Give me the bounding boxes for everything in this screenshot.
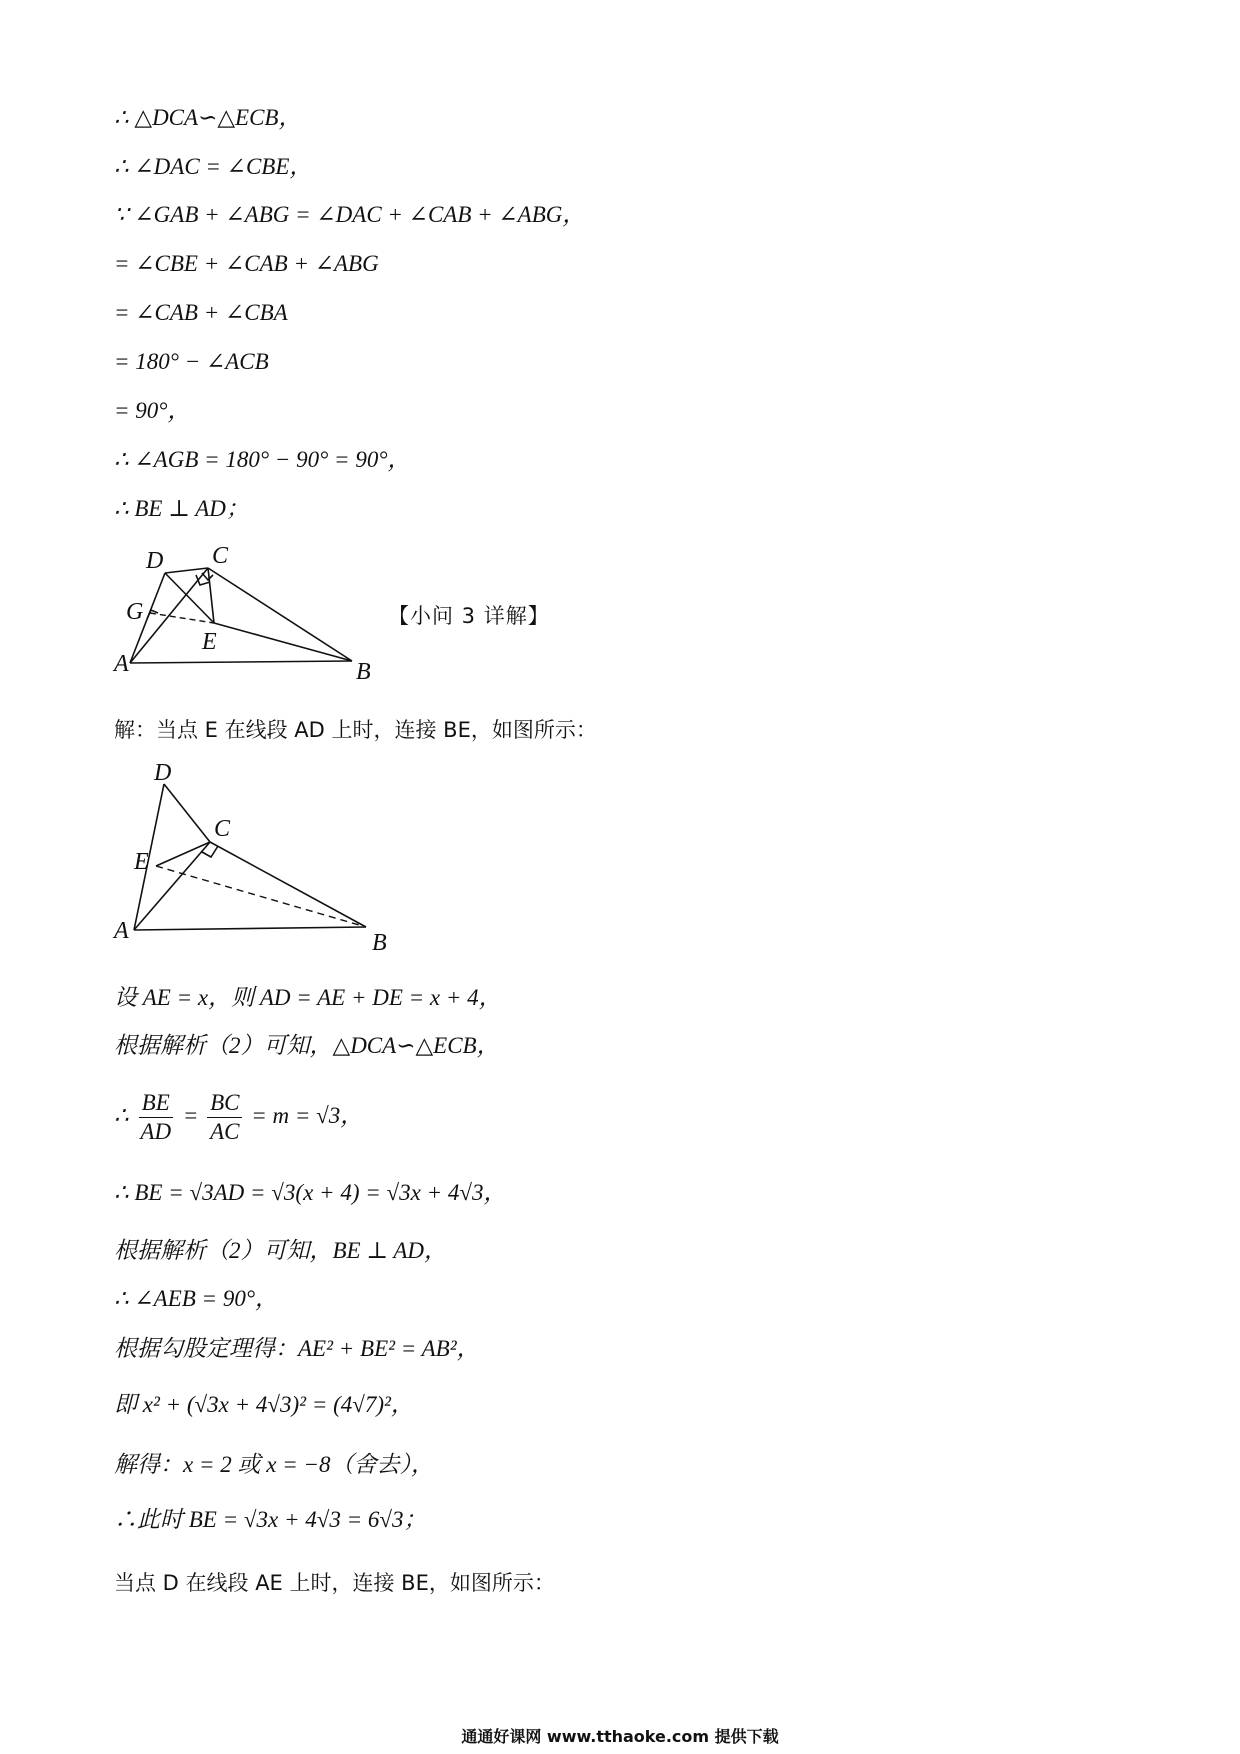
fraction-prefix: ∴ <box>114 1103 129 1128</box>
fraction-2-numerator: BC <box>207 1089 242 1118</box>
proof-line-8: ∴ ∠AGB = 180° − 90° = 90°， <box>114 447 411 472</box>
fig1-label-e: E <box>202 629 217 655</box>
fig2-label-e: E <box>134 849 149 875</box>
fig2-label-a: A <box>114 918 129 944</box>
proof-line-4: = ∠CBE + ∠CAB + ∠ABG <box>114 251 379 276</box>
figure-1-diagram <box>110 535 390 695</box>
proof-line-9: ∴ BE ⊥ AD； <box>114 496 249 521</box>
fraction-1-numerator: BE <box>139 1089 173 1118</box>
fig1-label-g: G <box>126 599 144 625</box>
fig1-label-c: C <box>212 543 229 569</box>
fig1-label-a: A <box>114 651 129 677</box>
fraction-line: ∴ $\frac{BE}{AD}$ = $\frac{BC}{AC}$ = m = √3， <box>114 1090 364 1145</box>
proof-line-2: ∴ ∠DAC = ∠CBE， <box>114 154 313 179</box>
solution-line-5: ∴ ∠AEB = 90°， <box>114 1286 279 1311</box>
proof-line-5: = ∠CAB + ∠CBA <box>114 300 288 325</box>
fraction-be-ad <box>137 1089 174 1146</box>
fig2-label-d: D <box>154 760 172 786</box>
fraction-2-denominator: AC <box>210 1119 240 1145</box>
fig2-label-b: B <box>372 930 387 956</box>
fraction-bc-ac <box>207 1089 242 1146</box>
section-label: 【小问 3 详解】 <box>388 604 550 628</box>
solution-line-3: ∴ BE = √3AD = √3(x + 4) = √3x + 4√3， <box>114 1180 507 1205</box>
solution-line-10: 当点 D 在线段 AE 上时，连接 BE，如图所示： <box>114 1571 555 1595</box>
solution-line-9: ∴此时 BE = √3x + 4√3 = 6√3； <box>114 1507 427 1532</box>
page-footer: 通通好课网 www.tthaoke.com 提供下载 <box>461 1727 779 1746</box>
proof-line-3: ∵ ∠GAB + ∠ABG = ∠DAC + ∠CAB + ∠ABG， <box>114 202 586 227</box>
fraction-suffix: = m = √3， <box>251 1103 364 1128</box>
solution-line-1: 设 AE = x，则 AD = AE + DE = x + 4， <box>114 985 502 1010</box>
solution-line-6: 根据勾股定理得：AE² + BE² = AB²， <box>114 1336 480 1361</box>
solution-line-4: 根据解析（2）可知，BE ⊥ AD， <box>114 1238 447 1263</box>
fig2-label-c: C <box>214 816 231 842</box>
proof-line-7: = 90°， <box>114 398 191 423</box>
proof-line-1: ∴ △DCA∽△ECB， <box>114 105 302 130</box>
figure-2-diagram <box>110 760 410 960</box>
solution-line-8: 解得：x = 2 或 x = −8（舍去）， <box>114 1452 434 1477</box>
fraction-1-denominator: AD <box>140 1119 172 1145</box>
fig1-label-b: B <box>356 659 371 685</box>
proof-line-6: = 180° − ∠ACB <box>114 349 269 374</box>
fig1-label-d: D <box>146 548 164 574</box>
solution-line-2: 根据解析（2）可知，△DCA∽△ECB， <box>114 1033 500 1058</box>
solution-line-7: 即 x² + (√3x + 4√3)² = (4√7)²， <box>114 1392 414 1417</box>
solution-intro: 解：当点 E 在线段 AD 上时，连接 BE，如图所示： <box>114 718 597 742</box>
